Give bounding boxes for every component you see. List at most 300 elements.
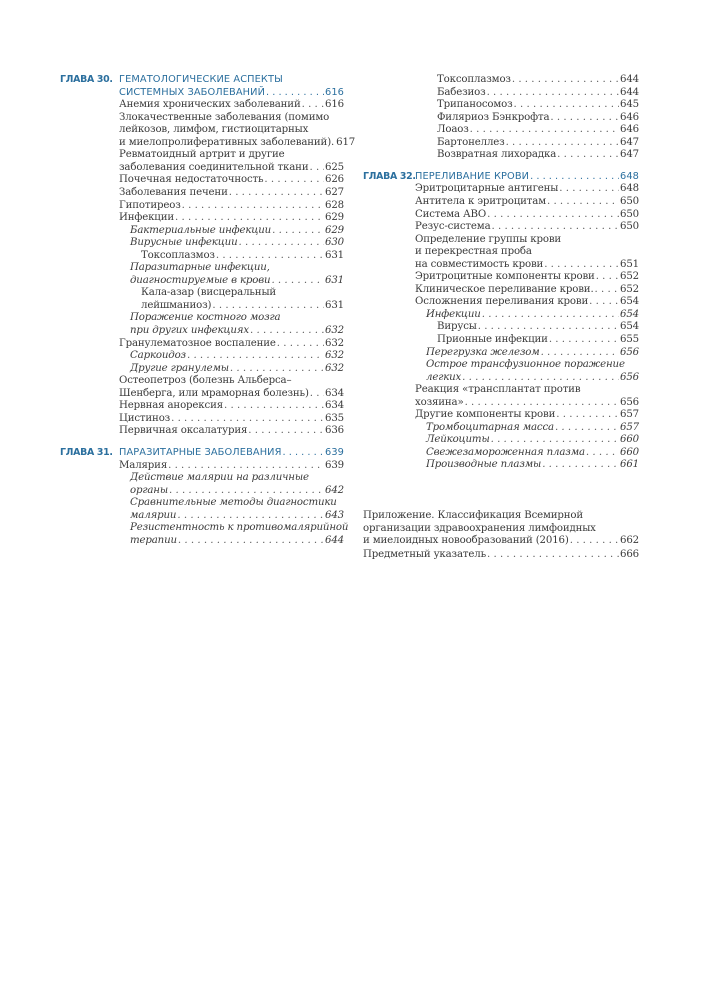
entry-text: Перегрузка железом — [426, 346, 540, 358]
dot-leader — [224, 400, 324, 413]
entry-line — [363, 523, 639, 536]
entry-line — [119, 200, 344, 213]
entry-line — [415, 221, 639, 234]
page-number: 647 — [620, 136, 639, 148]
entry-line — [426, 447, 639, 460]
toc-entry[interactable] — [415, 296, 639, 309]
entry-line — [437, 321, 639, 334]
entry-line — [415, 296, 639, 309]
toc-entry[interactable] — [119, 149, 344, 174]
entry-text: при других инфекциях — [130, 325, 249, 337]
entry-text: Анемия хронических заболеваний — [119, 99, 301, 111]
dot-leader — [271, 275, 324, 288]
page-number: 632 — [325, 325, 344, 337]
toc-entry[interactable] — [415, 359, 639, 384]
entry-text: Резистентность к противомалярийной — [130, 522, 349, 534]
toc-entry[interactable] — [415, 434, 639, 447]
toc-entry[interactable] — [119, 413, 344, 426]
page-number: 616 — [325, 86, 344, 98]
entry-text: Антитела к эритроцитам — [415, 195, 546, 207]
entry-text: органы — [130, 484, 168, 496]
entry-text: и миелопролиферативных заболеваний). — [119, 136, 335, 148]
toc-entry[interactable] — [119, 200, 344, 213]
entry-line — [426, 359, 639, 372]
entry-text: и миелоидных новообразований (2016) — [363, 535, 569, 547]
dot-leader — [512, 74, 619, 87]
entry-text: Бартонеллез — [437, 136, 505, 148]
page-number: 654 — [620, 321, 639, 333]
entry-text: легких — [426, 371, 462, 383]
entry-text: Система АВО — [415, 208, 487, 220]
entry-text: Определение группы крови — [415, 233, 562, 245]
entry-line — [130, 275, 344, 288]
page-number: 644 — [325, 534, 344, 546]
entry-text: Возвратная лихорадка — [437, 149, 557, 161]
page-number: 630 — [325, 237, 344, 249]
page-number: 643 — [325, 509, 344, 521]
dot-leader — [465, 397, 619, 410]
dot-leader — [212, 300, 324, 313]
page-number: 644 — [620, 74, 639, 85]
entry-text: СИСТЕМНЫХ ЗАБОЛЕВАНИЙ — [119, 86, 265, 98]
entry-text: Прионные инфекции — [437, 333, 548, 345]
entry-text: Другие компоненты крови — [415, 409, 556, 421]
entry-line — [130, 535, 344, 548]
entry-line — [119, 124, 344, 137]
page-number: 660 — [620, 434, 639, 446]
page-number: 625 — [325, 161, 344, 173]
entry-text: Паразитарные инфекции, — [130, 262, 270, 274]
entry-text: Шенберга, или мраморная болезнь) — [119, 387, 309, 399]
page-number: 655 — [620, 333, 639, 345]
toc-entry[interactable] — [415, 74, 639, 87]
dot-leader — [175, 212, 324, 225]
entry-text: заболевания соединительной ткани — [119, 161, 309, 173]
entry-line — [437, 112, 639, 125]
entry-line — [119, 162, 344, 175]
entry-text: ГЕМАТОЛОГИЧЕСКИЕ АСПЕКТЫ — [119, 74, 283, 85]
chapter-32 — [363, 171, 639, 472]
toc-entry[interactable] — [119, 250, 344, 263]
page-number: 635 — [325, 412, 344, 424]
toc-entry[interactable] — [415, 137, 639, 150]
page-number: 631 — [325, 274, 344, 286]
dot-leader — [487, 209, 619, 222]
page-number: 639 — [325, 459, 344, 471]
entry-line — [141, 300, 344, 313]
toc-right-column — [363, 74, 639, 472]
dot-leader — [530, 171, 619, 184]
dot-leader — [182, 200, 324, 213]
entry-text: Поражение костного мозга — [130, 312, 281, 324]
entry-text: Клиническое переливание крови. — [415, 283, 594, 295]
dot-leader — [283, 447, 325, 460]
entry-text: Лейкоциты — [426, 434, 490, 446]
entry-text: Инфекции — [426, 308, 481, 320]
page-number: 627 — [325, 187, 344, 199]
dot-leader — [492, 221, 620, 234]
entry-text: хозяина» — [415, 396, 464, 408]
entry-text: Вирусы — [437, 321, 477, 333]
chapter-30 — [60, 74, 356, 438]
entry-line — [119, 460, 344, 473]
page-number: 654 — [620, 308, 639, 320]
entry-line — [363, 510, 639, 523]
entry-line — [119, 87, 344, 100]
entry-text: Остеопетроз (болезнь Альберса– — [119, 375, 292, 387]
entry-text: Тромбоцитарная масса — [426, 421, 554, 433]
toc-entry[interactable] — [415, 447, 639, 460]
dot-leader — [230, 363, 324, 376]
page-number: 632 — [325, 337, 344, 349]
dot-leader — [462, 372, 619, 385]
page-number: 631 — [325, 299, 344, 311]
entry-line — [130, 312, 344, 325]
dot-leader — [589, 296, 619, 309]
entry-text: Малярия — [119, 459, 168, 471]
entry-line — [130, 350, 344, 363]
entry-line — [130, 510, 344, 523]
toc-entry[interactable] — [119, 472, 344, 497]
entry-text: Инфекции — [119, 212, 174, 224]
chapter-label: ГЛАВА 30. — [60, 74, 113, 85]
toc-entry[interactable] — [415, 347, 639, 360]
dot-leader — [216, 250, 324, 263]
entry-line — [415, 259, 639, 272]
toc-entry[interactable] — [415, 149, 639, 162]
entry-line — [119, 74, 344, 87]
dot-leader — [550, 112, 619, 125]
entry-line — [437, 99, 639, 112]
toc-entry[interactable] — [415, 384, 639, 409]
entry-text: ПАРАЗИТАРНЫЕ ЗАБОЛЕВАНИЯ — [119, 446, 282, 458]
toc-entry[interactable] — [415, 284, 639, 297]
entry-text: Другие гранулемы — [130, 362, 229, 374]
page-number: 639 — [325, 446, 344, 458]
dot-leader — [302, 99, 324, 112]
entry-line — [130, 237, 344, 250]
index-text[interactable] — [363, 549, 639, 562]
toc-entry[interactable] — [415, 409, 639, 422]
entry-line — [141, 250, 344, 263]
page-number: 647 — [620, 149, 639, 161]
chapter-31 — [60, 446, 349, 547]
entry-text: Резус-система — [415, 221, 491, 233]
dot-leader — [570, 535, 619, 548]
dot-leader — [168, 460, 324, 473]
entry-text: Бактериальные инфекции — [130, 224, 272, 236]
entry-text: Осложнения переливания крови — [415, 296, 589, 308]
entry-line — [119, 388, 344, 401]
page-number: 650 — [620, 221, 639, 233]
toc-entry[interactable] — [415, 99, 639, 112]
entry-text: Почечная недостаточность — [119, 174, 264, 186]
entry-text: Эритроцитные компоненты крови — [415, 271, 595, 283]
entry-line — [141, 287, 344, 300]
dot-leader — [187, 350, 324, 363]
entry-text: Цистиноз — [119, 412, 171, 424]
entry-line — [119, 112, 344, 125]
page-number: 626 — [325, 174, 344, 186]
toc-entry[interactable] — [119, 497, 344, 522]
page-number: 632 — [325, 350, 344, 362]
toc-entry[interactable] — [119, 375, 344, 400]
page-number: 657 — [620, 409, 639, 421]
entry-text: терапии — [130, 534, 177, 546]
entry-line — [119, 338, 344, 351]
toc-entry[interactable] — [415, 234, 639, 272]
page-number: 654 — [620, 296, 639, 308]
entry-line — [119, 400, 344, 413]
entry-line — [415, 409, 639, 422]
entry-line — [415, 246, 639, 259]
page-number: 634 — [325, 387, 344, 399]
dot-leader — [478, 321, 619, 334]
entry-line — [130, 325, 344, 338]
toc-entry[interactable] — [119, 350, 344, 363]
entry-line — [119, 447, 344, 460]
entry-text: Гипотиреоз — [119, 199, 181, 211]
subject-index-entry[interactable] — [363, 549, 639, 562]
page-number: 628 — [325, 199, 344, 211]
toc-entry[interactable] — [119, 174, 344, 187]
entry-line — [363, 535, 639, 548]
toc-entry[interactable] — [415, 196, 639, 209]
entry-text: организации здравоохранения лимфоидных — [363, 522, 596, 534]
entry-text: Вирусные инфекции — [130, 237, 238, 249]
toc-entry[interactable] — [415, 422, 639, 435]
entry-text: Свежезамороженная плазма — [426, 446, 585, 458]
dot-leader — [309, 162, 324, 175]
entry-line — [130, 262, 344, 275]
toc-entry[interactable] — [415, 209, 639, 222]
page-number: 634 — [325, 400, 344, 412]
entry-text: Трипаносомоз — [437, 99, 513, 111]
entry-text: лейшманиоз) — [141, 299, 212, 311]
entry-line — [426, 434, 639, 447]
toc-left-column — [60, 74, 356, 547]
page-number: 645 — [620, 99, 639, 111]
toc-entry[interactable] — [415, 321, 639, 334]
entry-text: Токсоплазмоз — [141, 249, 215, 261]
dot-leader — [248, 425, 324, 438]
entry-line — [130, 363, 344, 376]
entry-text: Действие малярии на различные — [130, 472, 309, 484]
toc-entry[interactable] — [119, 400, 344, 413]
entry-text: лейкозов, лимфом, гистиоцитарных — [119, 124, 309, 136]
chapter-title[interactable] — [119, 74, 344, 99]
dot-leader — [487, 549, 619, 562]
toc-entry[interactable] — [119, 522, 349, 547]
page-number: 657 — [620, 421, 639, 433]
entry-line — [415, 384, 639, 397]
dot-leader — [264, 174, 324, 187]
entry-line — [437, 137, 639, 150]
entry-line — [119, 99, 344, 112]
appendix-text[interactable] — [363, 510, 639, 548]
dot-leader — [178, 535, 324, 548]
toc-entry[interactable] — [119, 312, 344, 337]
dot-leader — [555, 422, 619, 435]
page-number: 650 — [620, 195, 639, 207]
toc-entry[interactable] — [415, 112, 639, 125]
entry-line — [119, 212, 344, 225]
dot-leader — [239, 237, 325, 250]
entry-text: Бабезиоз — [437, 86, 486, 98]
entry-line — [437, 74, 639, 87]
entry-line — [130, 485, 344, 498]
entry-line — [119, 149, 344, 162]
page-number: 629 — [325, 224, 344, 236]
dot-leader — [557, 149, 619, 162]
entry-line — [415, 397, 639, 410]
toc-entry[interactable] — [415, 334, 639, 347]
entry-line — [415, 284, 639, 297]
page-number: 646 — [620, 124, 639, 136]
entry-text: Производные плазмы — [426, 459, 542, 471]
dot-leader — [586, 447, 619, 460]
toc-entry[interactable] — [119, 212, 344, 225]
entry-text: малярии — [130, 509, 177, 521]
entry-text: и перекрестная проба — [415, 246, 532, 258]
toc-entry[interactable] — [119, 363, 344, 376]
dot-leader — [595, 284, 619, 297]
dot-leader — [169, 485, 324, 498]
entry-line — [437, 124, 639, 137]
entry-line — [119, 413, 344, 426]
page-number: 648 — [620, 170, 639, 182]
chapter-title[interactable] — [119, 447, 344, 460]
page-number: 651 — [620, 258, 639, 270]
dot-leader — [544, 259, 619, 272]
page-number: 646 — [620, 111, 639, 123]
entry-line — [130, 522, 349, 535]
page-number: 644 — [620, 86, 639, 98]
dot-leader — [177, 510, 324, 523]
toc-entry[interactable] — [119, 287, 344, 312]
entry-line — [415, 209, 639, 222]
entry-line — [130, 225, 344, 238]
toc-entry[interactable] — [119, 99, 344, 112]
entry-text: Ревматоидный артрит и другие — [119, 149, 285, 161]
entry-line — [119, 136, 356, 150]
toc-entry[interactable] — [119, 460, 344, 473]
dot-leader — [272, 225, 324, 238]
entry-text: Лоаоз — [437, 124, 469, 136]
dot-leader — [506, 137, 619, 150]
toc-entry[interactable] — [119, 338, 344, 351]
appendix-entry[interactable] — [363, 510, 639, 548]
entry-line — [130, 472, 344, 485]
toc-entry[interactable] — [119, 111, 356, 150]
entry-line — [437, 87, 639, 100]
entry-line — [437, 334, 639, 347]
entry-line — [426, 422, 639, 435]
page-number: 648 — [620, 183, 639, 195]
toc-entry[interactable] — [415, 221, 639, 234]
toc-entry[interactable] — [415, 124, 639, 137]
toc-entry[interactable] — [415, 87, 639, 100]
entry-text: Нервная анорексия — [119, 400, 223, 412]
entry-text: Первичная оксалатурия — [119, 425, 248, 437]
page-number: 660 — [620, 446, 639, 458]
dot-leader — [266, 87, 324, 100]
dot-leader — [556, 409, 619, 422]
chapter-label: ГЛАВА 31. — [60, 446, 113, 458]
entry-line — [415, 234, 639, 247]
dot-leader — [547, 196, 619, 209]
page-number: 616 — [325, 99, 344, 111]
page-number: 650 — [620, 208, 639, 220]
dot-leader — [482, 309, 619, 322]
dot-leader — [541, 347, 619, 360]
entry-text: Сравнительные методы диагностики — [130, 497, 337, 509]
page-number: 631 — [325, 249, 344, 261]
toc-entry[interactable] — [415, 183, 639, 196]
dot-leader — [491, 434, 619, 447]
toc-entry[interactable] — [119, 225, 344, 238]
dot-leader — [229, 187, 324, 200]
dot-leader — [470, 124, 619, 137]
entry-line — [119, 425, 344, 438]
entry-text: Токсоплазмоз — [437, 74, 511, 85]
entry-line — [415, 183, 639, 196]
entry-line — [119, 187, 344, 200]
dot-leader — [277, 338, 324, 351]
page-number: 617 — [336, 136, 356, 148]
page-number: 656 — [620, 346, 639, 358]
entry-line — [363, 549, 639, 562]
entry-text: Гранулематозное воспаление — [119, 337, 276, 349]
page-number: 636 — [325, 425, 344, 437]
entry-text: на совместимость крови — [415, 258, 544, 270]
entry-line — [130, 497, 344, 510]
toc-entry[interactable] — [119, 262, 344, 287]
entry-line — [119, 174, 344, 187]
chapter-title[interactable] — [415, 171, 639, 184]
page-number: 656 — [620, 371, 639, 383]
entry-text: ПЕРЕЛИВАНИЕ КРОВИ — [415, 170, 530, 182]
dot-leader — [549, 334, 619, 347]
entry-text: Приложение. Классификация Всемирной — [363, 510, 584, 521]
toc-entry[interactable] — [119, 187, 344, 200]
toc-entry[interactable] — [415, 309, 639, 322]
entry-line — [426, 372, 639, 385]
entry-text: Предметный указатель — [363, 549, 486, 560]
entry-line — [119, 375, 344, 388]
page-number: 629 — [325, 212, 344, 224]
toc-entry[interactable] — [119, 237, 344, 250]
dot-leader — [171, 413, 324, 426]
page-number: 642 — [325, 484, 344, 496]
toc-entry[interactable] — [415, 271, 639, 284]
page-number: 652 — [620, 271, 639, 283]
entry-text: Заболевания печени — [119, 187, 228, 199]
toc-entry[interactable] — [415, 459, 639, 472]
entry-text: Саркоидоз — [130, 350, 186, 362]
entry-text: Эритроцитарные антигены — [415, 183, 559, 195]
entry-line — [426, 347, 639, 360]
entry-text: Реакция «трансплантат против — [415, 384, 581, 396]
dot-leader — [596, 271, 619, 284]
page-number: 656 — [620, 396, 639, 408]
page-number: 662 — [620, 535, 639, 547]
entry-line — [415, 171, 639, 184]
entry-line — [437, 149, 639, 162]
entry-text: Острое трансфузионное поражение — [426, 359, 625, 371]
toc-entry[interactable] — [119, 425, 344, 438]
chapter-label: ГЛАВА 32. — [363, 170, 416, 182]
